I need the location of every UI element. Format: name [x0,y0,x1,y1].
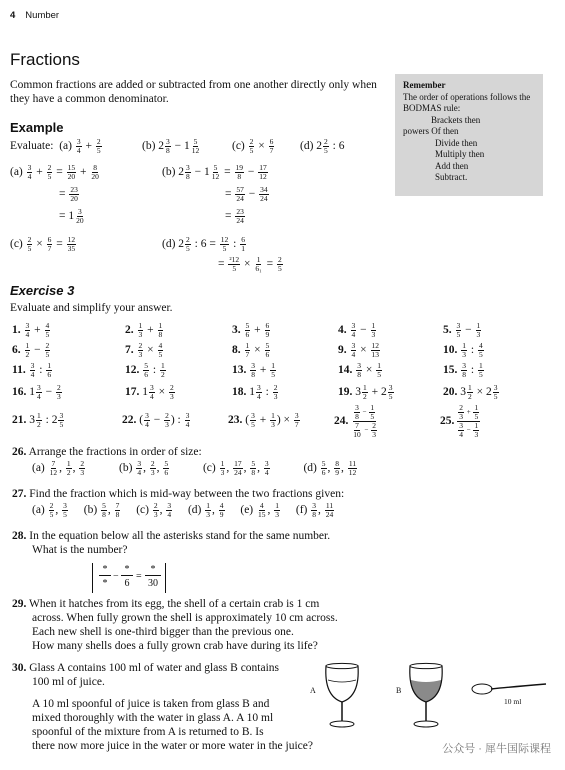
question-text: Arrange the fractions in order of size: [28,446,202,458]
working-d-step: = $\frac{\text{²12}}{5}$ × $\frac{1}{\text{6₁}}$ = $\frac{2}{5}$ [218,255,282,273]
exercise-item: 16. 1 $\frac{3}{4}$ − $\frac{2}{3}$ [12,383,61,401]
question-text: How many shells does a fully grown crab have during its life? [32,640,318,652]
item-number: 6. [12,344,21,357]
item-number: 3. [232,324,241,337]
exercise-item: 14. $\frac{3}{8}$ × $\frac{1}{5}$ [338,361,381,379]
exercise-item: 1. $\frac{3}{4}$ + $\frac{4}{5}$ [12,321,50,339]
exercise-item: 8. $\frac{1}{7}$ × $\frac{5}{6}$ [232,341,270,359]
exercise-item: 5. $\frac{3}{5}$ − $\frac{1}{3}$ [443,321,481,339]
part-label: (d) [162,238,176,251]
q27-parts: (a) $\frac{2}{5}$ , $\frac{3}{5}$ (b) $\frac{5}{8}$ , $\frac{7}{8}$ (c) $\frac{2}{3}$ , $\frac{3}{4}$ (d) $\frac{1}{3}$ , $\frac{4}{9}$ (e) $\frac{4}{15}$ , $\frac{1}{3}$ (f) $\frac{3}{8}$ , $\frac{11}{24}$ [32,501,334,519]
spoon-label: 10 ml [504,697,522,706]
q28-equation [92,563,166,593]
working-b-step: = $\frac{23}{24}$ [225,207,244,225]
intro-text: Common fractions are added or subtracted from one another directly only when they have a common denominator. [10,79,377,105]
example-evaluate-row: Evaluate: (a) $\frac{3}{4}$ + $\frac{2}{5}$ [10,137,101,155]
eq-numerator: * [145,564,161,576]
item-number: 4. [338,324,347,337]
question-number: 30. [12,662,27,674]
item-number: 25. [440,415,455,428]
eq-operator: − [113,571,119,582]
question-text: Find the fraction which is mid-way between the two fractions given: [29,488,345,500]
remember-line: Multiply then [435,149,485,159]
item-number: 12. [125,364,140,377]
question-text: Each new shell is one-third bigger than the previous one. [32,626,294,638]
part-label: (b) [162,166,176,179]
page-number: 4 [10,10,16,21]
remember-line: Subtract. [435,172,468,182]
exercise-item: 9. $\frac{3}{4}$ × $\frac{12}{13}$ [338,341,379,359]
part-label: (c) [10,238,23,251]
eq-numerator: * [121,564,133,576]
remember-line: Add then [435,160,469,171]
exercise-item: 4. $\frac{3}{4}$ − $\frac{1}{3}$ [338,321,376,339]
question-text: Glass A contains 100 ml of water and glass B contains [29,662,280,674]
remember-box [395,74,543,196]
watermark: 公众号 · 犀牛国际课程 [442,743,551,755]
item-number: 18. [232,386,247,399]
exercise-instruction: Evaluate and simplify your answer. [10,302,173,314]
eq-numerator: * [99,564,111,576]
item-number: 16. [12,386,27,399]
question-text: spoonful of the mixture from A is returned to B. Is [32,726,264,738]
question-number: 26. [12,446,27,458]
example-d: (d) 2 $\frac{2}{5}$ : 6 [300,137,345,155]
exercise-item: 20. 3 $\frac{1}{2}$ × 2 $\frac{3}{5}$ [443,383,498,401]
glass-a-label: A [310,686,316,695]
question-text: In the equation below all the asterisks stand for the same number. [29,530,331,542]
remember-title: Remember [403,80,446,90]
working-c: (c) $\frac{2}{5}$ × $\frac{6}{7}$ = $\frac{12}{35}$ [10,235,76,253]
exercise-item: 25. $\frac{2}{3}$ + $\frac{1}{5}$ $\frac{3}{4}$ − $\frac{1}{3}$ [440,403,479,439]
eq-denominator: 6 [124,578,130,589]
question-text: When it hatches from its egg, the shell of a certain crab is 1 cm [29,598,320,610]
item-number: 19. [338,386,353,399]
glass-b-label: B [396,686,402,695]
question-26 [12,446,202,458]
exercise-item: 2. $\frac{1}{3}$ + $\frac{1}{8}$ [125,321,163,339]
exercise-item: 24. $\frac{3}{8}$ − $\frac{1}{5}$ $\frac{7}{10}$ − $\frac{2}{3}$ [334,403,376,439]
item-number: 10. [443,344,458,357]
question-27 [12,488,344,500]
q26-parts: (a) $\frac{7}{12}$ , $\frac{1}{2}$ , $\frac{2}{3}$ (b) $\frac{3}{4}$ , $\frac{2}{3}$ , $\frac{5}{6}$ (c) $\frac{1}{3}$ , $\frac{17}{24}$ , $\frac{5}{8}$ , $\frac{3}{4}$ (d) $\frac{5}{6}$ , $\frac{8}{9}$ , $\frac{11}{12}$ [32,459,357,477]
item-number: 23. [228,414,243,427]
item-number: 9. [338,344,347,357]
item-number: 8. [232,344,241,357]
item-number: 24. [334,415,349,428]
part-label: (a) [59,140,72,153]
page-header [10,10,59,21]
evaluate-label: Evaluate: [10,140,54,153]
exercise-item: 21. 3 $\frac{1}{2}$ : 2 $\frac{3}{5}$ [12,411,64,429]
item-number: 20. [443,386,458,399]
exercise-heading: Exercise 3 [10,283,75,298]
eq-denominator: * [102,578,108,589]
exercise-item: 11. $\frac{3}{4}$ : $\frac{1}{6}$ [12,361,52,379]
item-number: 21. [12,414,27,427]
eq-denominator: 30 [148,578,158,589]
item-number: 5. [443,324,452,337]
remember-line: powers Of then [403,126,459,136]
question-text: mixed thoroughly with the water in glass A. A 10 ml [32,712,274,724]
question-text: across. When fully grown the shell is approximately 10 cm across. [32,612,338,624]
exercise-item: 6. $\frac{1}{2}$ − $\frac{2}{5}$ [12,341,50,359]
item-number: 1. [12,324,21,337]
exercise-item: 12. $\frac{5}{6}$ : $\frac{1}{2}$ [125,361,165,379]
remember-line: Brackets then [431,114,481,125]
question-29 [12,598,319,610]
working-d: (d) 2 $\frac{2}{5}$ : 6 = $\frac{12}{5}$ : $\frac{6}{1}$ [162,235,245,253]
example-c: (c) $\frac{2}{5}$ × $\frac{6}{7}$ [232,137,274,155]
working-a-step: = 1 $\frac{3}{20}$ [59,207,84,225]
exercise-item: 3. $\frac{5}{6}$ + $\frac{6}{9}$ [232,321,270,339]
item-number: 7. [125,344,134,357]
example-heading: Example [10,120,64,135]
eq-operator: = [136,571,142,582]
question-28 [12,530,330,542]
exercise-item: 13. $\frac{3}{8}$ + $\frac{1}{5}$ [232,361,275,379]
question-text: there now more juice in the water or more water in the juice? [32,740,313,752]
part-label: (b) [142,140,156,153]
exercise-item: 15. $\frac{3}{8}$ : $\frac{1}{5}$ [443,361,483,379]
question-number: 28. [12,530,27,542]
question-30 [12,662,279,674]
working-a: (a) $\frac{3}{4}$ + $\frac{2}{5}$ = $\frac{15}{20}$ + $\frac{8}{20}$ [10,163,99,181]
exercise-item: 22. ( $\frac{3}{4}$ − $\frac{2}{3}$ ) : $\frac{3}{4}$ [122,411,190,429]
part-label: (c) [232,140,245,153]
exercise-item: 23. ( $\frac{3}{5}$ + $\frac{1}{3}$ ) × $\frac{3}{7}$ [228,411,299,429]
question-28-text2: What is the number? [32,544,128,556]
exercise-item: 19. 3 $\frac{1}{2}$ + 2 $\frac{3}{5}$ [338,383,393,401]
remember-line: The order of operations follows the BODMAS rule: [403,91,531,113]
question-number: 27. [12,488,27,500]
question-text: A 10 ml spoonful of juice is taken from glass B and [32,698,270,710]
item-number: 14. [338,364,353,377]
item-number: 2. [125,324,134,337]
question-number: 29. [12,598,27,610]
item-number: 11. [12,364,26,377]
working-a-step: = $\frac{23}{20}$ [59,185,78,203]
glass-a-icon [322,662,362,730]
page-title: Fractions [10,50,80,69]
item-number: 17. [125,386,140,399]
question-text: 100 ml of juice. [32,676,105,688]
working-b-step: = $\frac{57}{24}$ − $\frac{34}{24}$ [225,185,268,203]
exercise-item: 10. $\frac{1}{3}$ : $\frac{4}{5}$ [443,341,483,359]
item-number: 15. [443,364,458,377]
item-number: 22. [122,414,137,427]
working-b: (b) 2 $\frac{3}{8}$ − 1 $\frac{5}{12}$ = $\frac{19}{8}$ − $\frac{17}{12}$ [162,163,267,181]
part-label: (a) [10,166,23,179]
glass-b-icon [406,662,446,730]
exercise-item: 17. 1 $\frac{3}{4}$ × $\frac{2}{3}$ [125,383,174,401]
example-b: (b) 2 $\frac{3}{8}$ − 1 $\frac{5}{12}$ [142,137,200,155]
part-label: (d) [300,140,314,153]
exercise-item: 18. 1 $\frac{3}{4}$ : $\frac{2}{3}$ [232,383,278,401]
item-number: 13. [232,364,247,377]
exercise-item: 7. $\frac{2}{3}$ × $\frac{4}{5}$ [125,341,163,359]
section-name: Number [25,10,60,21]
remember-line: Divide then [435,137,478,148]
